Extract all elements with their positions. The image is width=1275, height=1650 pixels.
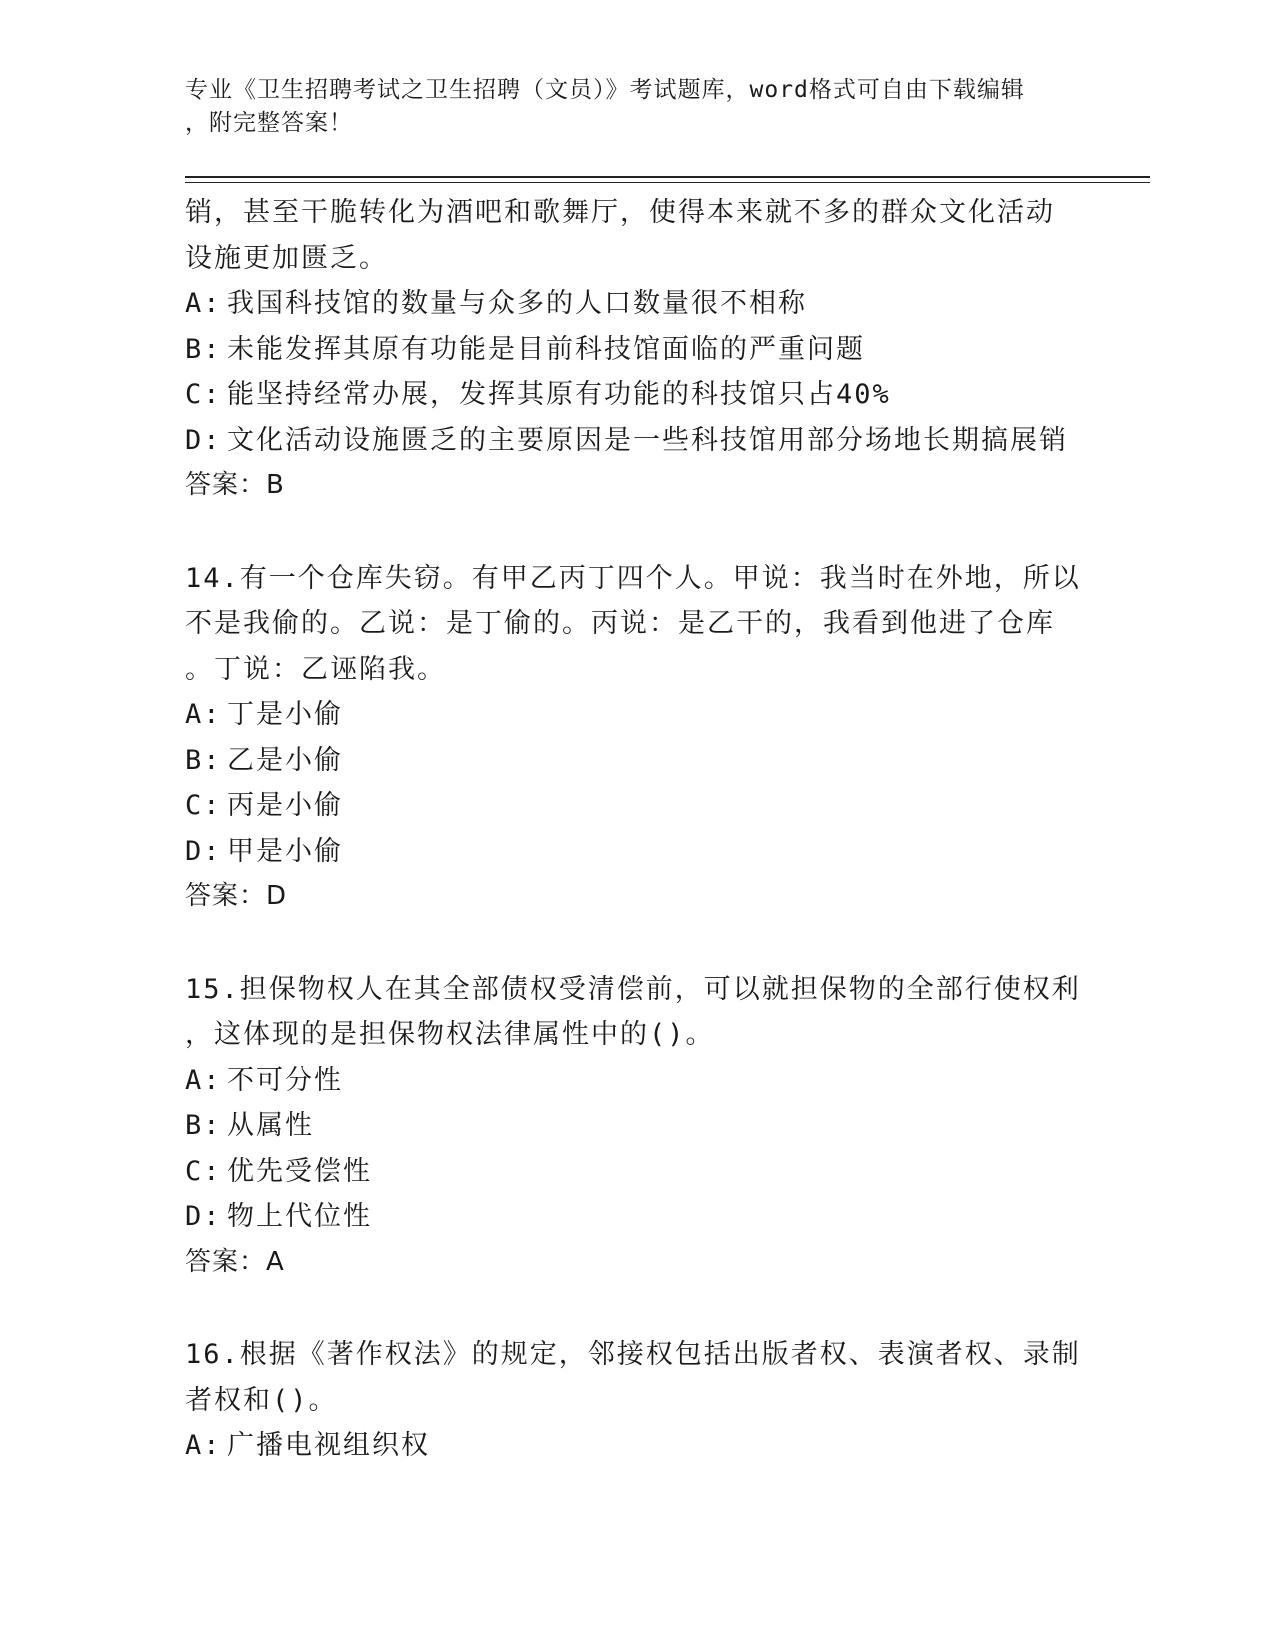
option-text: 不可分性 — [227, 1064, 343, 1096]
option-letter: B: — [185, 1110, 222, 1141]
question-stem-line: 。丁说：乙诬陷我。 — [185, 653, 446, 685]
question-stem-line: 不是我偷的。乙说：是丁偷的。丙说：是乙干的，我看到他进了仓库 — [185, 608, 1055, 639]
option-text: 未能发挥其原有功能是目前科技馆面临的严重问题 — [227, 333, 865, 365]
option-letter: D: — [185, 424, 222, 456]
option-a — [185, 1423, 1085, 1469]
header-rule-thick — [185, 176, 1150, 178]
option-text: 物上代位性 — [227, 1201, 372, 1232]
option-letter: B: — [185, 744, 222, 776]
option-letter: D: — [185, 1201, 222, 1232]
option-text: 丁是小偷 — [227, 699, 343, 730]
option-b — [185, 1103, 1085, 1149]
question-stem-line: 15.担保物权人在其全部债权受清偿前，可以就担保物的全部行使权利 — [185, 973, 1081, 1005]
option-text: 广播电视组织权 — [227, 1430, 430, 1461]
option-letter: A: — [185, 1430, 222, 1461]
header-line-1: 专业《卫生招聘考试之卫生招聘（文员）》考试题库，word格式可自由下载编辑 — [185, 77, 1025, 103]
document-header — [185, 74, 1065, 140]
option-d — [185, 418, 1085, 464]
option-c — [185, 783, 1085, 829]
question-13 — [185, 190, 1085, 509]
option-a — [185, 281, 1085, 327]
question-15 — [185, 967, 1085, 1286]
option-text: 我国科技馆的数量与众多的人口数量很不相称 — [227, 288, 807, 319]
header-rule-thin — [185, 182, 1150, 183]
option-text: 丙是小偷 — [227, 790, 343, 821]
question-14 — [185, 556, 1085, 920]
option-letter: D: — [185, 835, 222, 867]
option-text: 能坚持经常办展，发挥其原有功能的科技馆只占40% — [227, 379, 891, 410]
option-letter: A: — [185, 288, 222, 319]
question-stem-line: ，这体现的是担保物权法律属性中的()。 — [185, 1019, 715, 1050]
option-letter: A: — [185, 699, 222, 730]
option-c — [185, 1149, 1085, 1195]
header-line-2: ，附完整答案！ — [185, 110, 353, 136]
answer-line: 答案：D — [185, 881, 288, 911]
option-d — [185, 1194, 1085, 1240]
document-body — [185, 190, 1085, 1469]
option-letter: B: — [185, 333, 222, 365]
answer-line: 答案：A — [185, 1246, 285, 1277]
option-text: 甲是小偷 — [227, 835, 343, 867]
option-text: 优先受偿性 — [227, 1155, 372, 1187]
option-letter: C: — [185, 790, 222, 821]
option-c — [185, 372, 1085, 418]
option-d — [185, 829, 1085, 875]
option-letter: C: — [185, 1155, 222, 1187]
question-stem-line: 设施更加匮乏。 — [185, 242, 388, 274]
option-b — [185, 327, 1085, 373]
question-stem-line: 16.根据《著作权法》的规定，邻接权包括出版者权、表演者权、录制 — [185, 1339, 1081, 1370]
question-16 — [185, 1332, 1085, 1469]
option-letter: A: — [185, 1064, 222, 1096]
question-stem-line: 销，甚至干脆转化为酒吧和歌舞厅，使得本来就不多的群众文化活动 — [185, 197, 1055, 228]
question-stem-line: 14.有一个仓库失窃。有甲乙丙丁四个人。甲说：我当时在外地，所以 — [185, 562, 1081, 594]
option-letter: C: — [185, 379, 222, 410]
option-b — [185, 738, 1085, 784]
option-text: 从属性 — [227, 1110, 314, 1141]
option-text: 文化活动设施匮乏的主要原因是一些科技馆用部分场地长期搞展销 — [227, 424, 1068, 456]
question-stem-line: 者权和()。 — [185, 1384, 338, 1416]
option-a — [185, 692, 1085, 738]
option-text: 乙是小偷 — [227, 744, 343, 776]
answer-line: 答案：B — [185, 470, 285, 500]
option-a — [185, 1058, 1085, 1104]
